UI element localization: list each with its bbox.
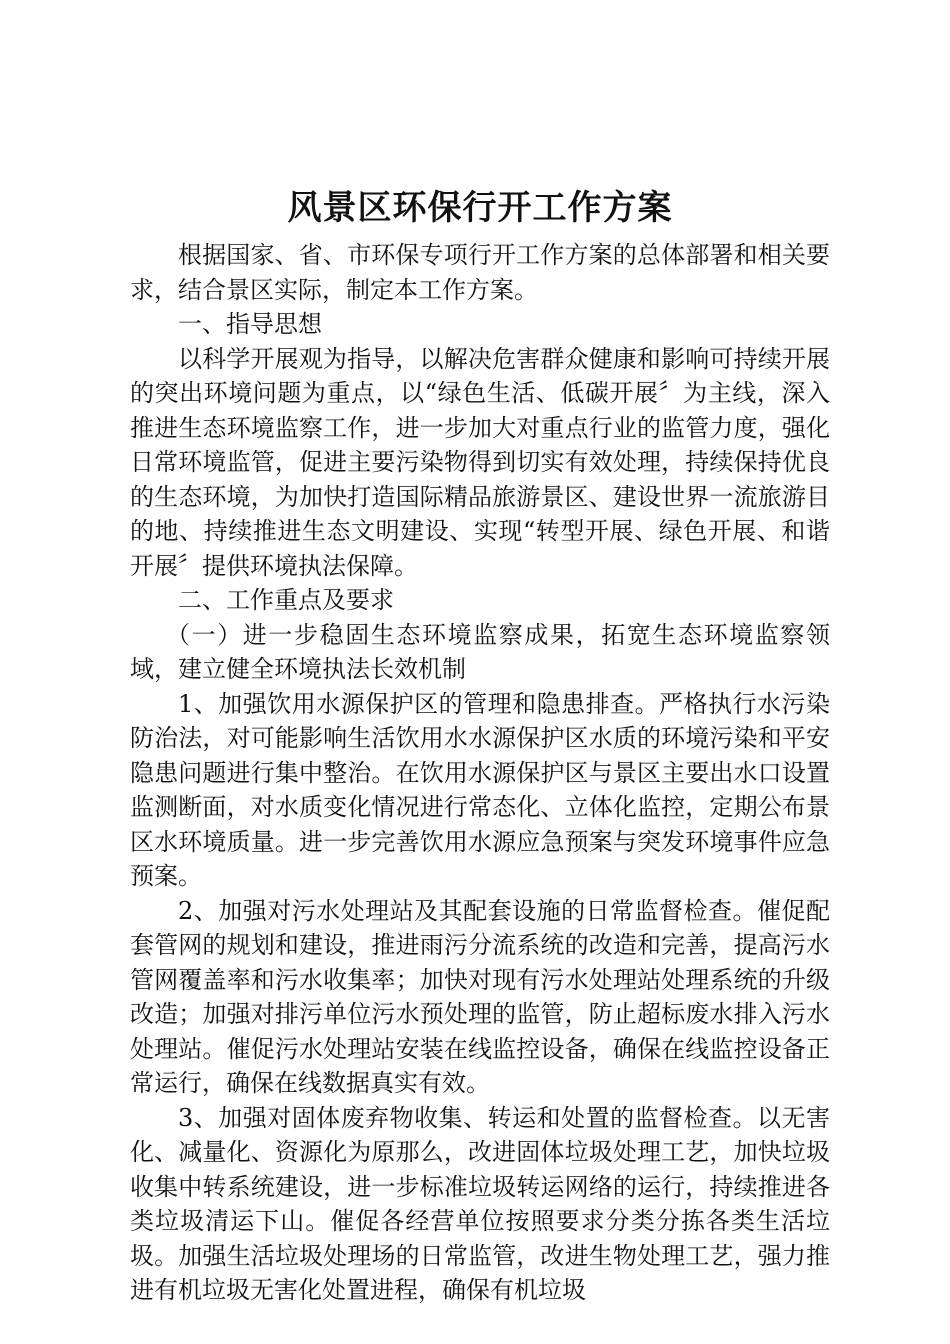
item-1-paragraph: 1、加强饮用水源保护区的管理和隐患排查。严格执行水污染防治法，对可能影响生活饮用水水源保护区水质的环境污染和平安隐患问题进行集中整治。在饮用水源保护区与景区主要出水口设置监测断面，对水质变化情况进行常态化、立体化监控，定期公布景区水环境质量。进一步完善饮用水源应急预案与突发环境事件应急预案。 [130, 689, 830, 890]
item-2-paragraph: 2、加强对污水处理站及其配套设施的日常监督检查。催促配套管网的规划和建设，推进雨污分流系统的改造和完善，提高污水管网覆盖率和污水收集率；加快对现有污水处理站处理系统的升级改造；加强对排污单位污水预处理的监管，防止超标废水排入污水处理站。催促污水处理站安装在线监控设备，确保在线监控设备正常运行，确保在线数据真实有效。 [130, 896, 830, 1097]
intro-paragraph: 根据国家、省、市环保专项行开工作方案的总体部署和相关要求，结合景区实际，制定本工作方案。 [130, 241, 830, 304]
document-page [130, 180, 830, 1308]
subsection-heading-1: （一）进一步稳固生态环境监察成果，拓宽生态环境监察领域，建立健全环境执法长效机制 [130, 620, 830, 683]
section-heading-guiding-thought: 一、指导思想 [178, 310, 322, 338]
section-heading-work-focus: 二、工作重点及要求 [178, 586, 394, 614]
document-title: 风景区环保行开工作方案 [287, 188, 673, 228]
item-3-paragraph: 3、加强对固体废弃物收集、转运和处置的监督检查。以无害化、减量化、资源化为原那么，改进固体垃圾处理工艺，加快垃圾收集中转系统建设，进一步标准垃圾转运网络的运行，持续推进各类垃圾清运下山。催促各经营单位按照要求分类分拣各类生活垃圾。加强生活垃圾处理场的日常监管，改进生物处理工艺，强力推进有机垃圾无害化处置进程，确保有机垃圾 [130, 1103, 830, 1304]
guiding-thought-paragraph: 以科学开展观为指导，以解决危害群众健康和影响可持续开展的突出环境问题为重点，以“绿色生活、低碳开展〞为主线，深入推进生态环境监察工作，进一步加大对重点行业的监管力度，强化日常环境监管，促进主要污染物得到切实有效处理，持续保持优良的生态环境，为加快打造国际精品旅游景区、建设世界一流旅游目的地、持续推进生态文明建设、实现“转型开展、绿色开展、和谐开展〞提供环境执法保障。 [130, 344, 830, 580]
